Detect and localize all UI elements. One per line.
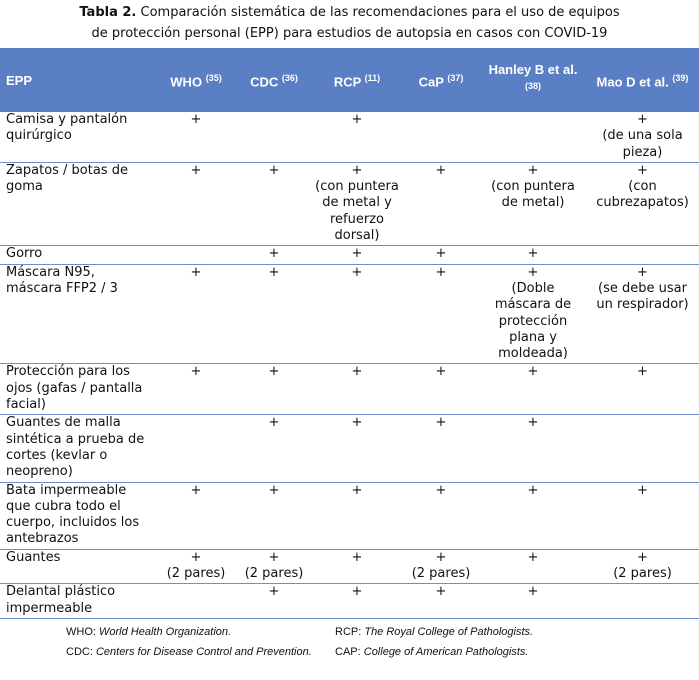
recommendation-cell: + (480, 364, 586, 415)
table-row (0, 162, 699, 245)
table-row (0, 112, 699, 162)
recommendation-cell: + (236, 364, 312, 415)
recommendation-cell: + (2 pares) (402, 549, 480, 584)
epp-cell: Bata impermeable que cubra todo el cuerpo, incluidos los antebrazos (0, 482, 156, 549)
recommendation-cell (402, 112, 480, 162)
recommendation-cell: + (236, 482, 312, 549)
caption-line2: de protección personal (EPP) para estudios de autopsia en casos con COVID-19 (91, 26, 608, 41)
recommendation-cell: + (312, 549, 402, 584)
epp-cell: Camisa y pantalón quirúrgico (0, 112, 156, 162)
recommendation-cell: + (236, 584, 312, 619)
column-header: EPP (0, 49, 156, 113)
recommendation-cell: + (de una sola pieza) (586, 112, 699, 162)
footnote-rcp: RCP: The Royal College of Pathologists. (335, 625, 534, 638)
recommendation-cell: + (con puntera de metal) (480, 162, 586, 245)
recommendation-cell: + (236, 162, 312, 245)
recommendation-cell: + (480, 482, 586, 549)
epp-cell: Gorro (0, 246, 156, 264)
recommendation-cell: + (236, 246, 312, 264)
recommendation-cell: + (402, 415, 480, 482)
recommendation-cell: + (402, 364, 480, 415)
recommendation-cell: + (con cubrezapatos) (586, 162, 699, 245)
epp-cell: Zapatos / botas de goma (0, 162, 156, 245)
recommendation-cell: + (156, 264, 236, 364)
column-header: RCP $^{(11)}$ (312, 49, 402, 113)
column-header: Hanley B et al. $^{(38)}$ (480, 49, 586, 113)
recommendation-cell: + (156, 364, 236, 415)
recommendation-cell: + (586, 482, 699, 549)
recommendation-cell (236, 112, 312, 162)
table-row (0, 549, 699, 584)
epp-cell: Protección para los ojos (gafas / pantalla facial) (0, 364, 156, 415)
table-row (0, 584, 699, 619)
recommendation-cell: + (156, 482, 236, 549)
recommendation-cell: + (312, 364, 402, 415)
recommendation-cell (156, 246, 236, 264)
table-row (0, 364, 699, 415)
epp-cell: Guantes (0, 549, 156, 584)
recommendation-cell: + (156, 162, 236, 245)
caption-line1: Comparación sistemática de las recomendaciones para el uso de equipos (136, 5, 620, 20)
table-caption (0, 0, 699, 48)
recommendation-cell: + (2 pares) (156, 549, 236, 584)
recommendation-cell: + (586, 364, 699, 415)
table-row (0, 246, 699, 264)
recommendation-cell: + (480, 246, 586, 264)
footnote-cap: CAP: College of American Pathologists. (335, 645, 529, 658)
recommendation-cell: + (480, 584, 586, 619)
recommendation-cell (586, 415, 699, 482)
recommendation-cell (156, 415, 236, 482)
column-header: CDC $^{(36)}$ (236, 49, 312, 113)
recommendation-cell: + (312, 246, 402, 264)
recommendation-cell: + (se debe usar un respirador) (586, 264, 699, 364)
recommendation-cell: + (402, 162, 480, 245)
column-header: Mao D et al. $^{(39)}$ (586, 49, 699, 113)
table-row (0, 264, 699, 364)
recommendation-cell: + (2 pares) (586, 549, 699, 584)
caption-label: Tabla 2. (79, 5, 137, 20)
recommendation-cell: + (Doble máscara de protección plana y moldeada) (480, 264, 586, 364)
header-row (0, 49, 699, 113)
recommendation-cell: + (480, 549, 586, 584)
epp-cell: Máscara N95, máscara FFP2 / 3 (0, 264, 156, 364)
recommendation-cell: + (402, 482, 480, 549)
footnote-cdc: CDC: Centers for Disease Control and Prevention. (66, 645, 312, 658)
recommendation-cell (156, 584, 236, 619)
recommendation-cell: + (312, 415, 402, 482)
table-body (0, 112, 699, 618)
recommendation-cell: + (402, 246, 480, 264)
recommendation-cell (586, 584, 699, 619)
recommendation-cell: + (402, 584, 480, 619)
recommendation-cell (586, 246, 699, 264)
recommendation-cell (480, 112, 586, 162)
table-row (0, 415, 699, 482)
recommendation-cell: + (2 pares) (236, 549, 312, 584)
recommendation-cell: + (312, 584, 402, 619)
footnote-who: WHO: World Health Organization. (66, 625, 232, 638)
column-header: CaP $^{(37)}$ (402, 49, 480, 113)
table-footnotes (0, 619, 699, 662)
recommendation-cell: + (312, 264, 402, 364)
recommendation-cell: + (402, 264, 480, 364)
recommendation-cell: + (236, 415, 312, 482)
ppe-comparison-table (0, 48, 699, 619)
column-header: WHO $^{(35)}$ (156, 49, 236, 113)
recommendation-cell: + (236, 264, 312, 364)
recommendation-cell: + (con puntera de metal y refuerzo dorsal) (312, 162, 402, 245)
epp-cell: Delantal plástico impermeable (0, 584, 156, 619)
epp-cell: Guantes de malla sintética a prueba de cortes (kevlar o neopreno) (0, 415, 156, 482)
recommendation-cell: + (156, 112, 236, 162)
recommendation-cell: + (312, 112, 402, 162)
table-row (0, 482, 699, 549)
recommendation-cell: + (480, 415, 586, 482)
recommendation-cell: + (312, 482, 402, 549)
